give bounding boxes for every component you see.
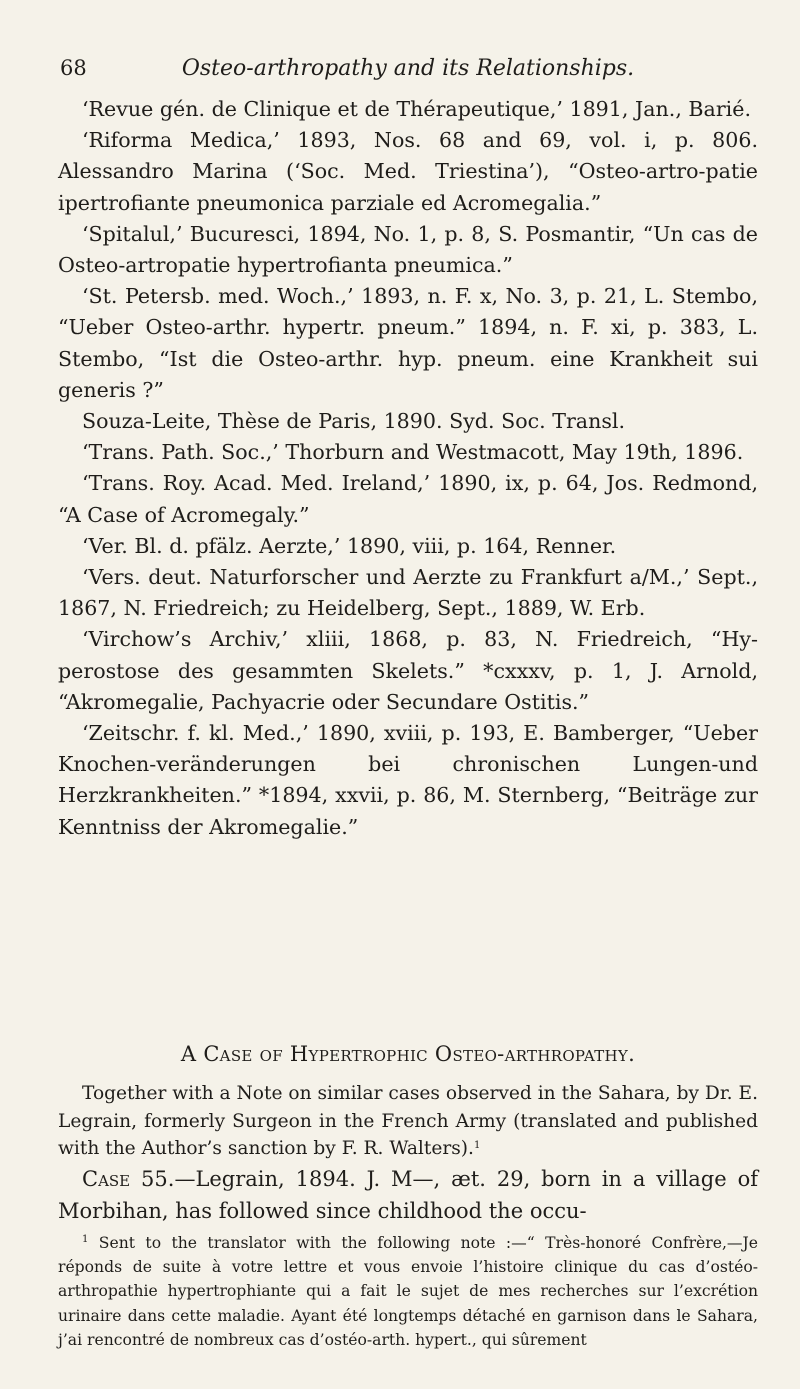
- reference-entry: ‘Trans. Path. Soc.,’ Thorburn and Westmacott, May 19th, 1896.: [82, 440, 744, 465]
- reference-entry: ‘Trans. Roy. Acad. Med. Ireland,’ 1890, ix, p. 64, Jos. Redmond, “A Case of Acromegaly.”: [58, 471, 758, 527]
- footnote: [58, 1231, 758, 1352]
- section-intro: [58, 1080, 758, 1163]
- reference-entry: ‘St. Petersb. med. Woch.,’ 1893, n. F. x, No. 3, p. 21, L. Stembo, “Ueber Osteo-arthr. hypertr. pneum.” 1894, n. F. xi, p. 383, L. Stembo, “Ist die Osteo-arthr. hyp. pneum. eine Krankheit sui generis ?”: [58, 284, 758, 402]
- section-intro-text: Together with a Note on similar cases observed in the Sahara, by Dr. E. Legrain, formerly Surgeon in the French Army (translated and published with the Author’s sanction by F. R. Walters).: [58, 1083, 758, 1159]
- section-title: A Case of Hypertrophic Osteo-arthropathy.: [180, 1042, 636, 1066]
- footnote-marker: 1: [473, 1140, 481, 1151]
- footnote-number: 1: [82, 1234, 89, 1245]
- reference-entry: Souza-Leite, Thèse de Paris, 1890. Syd. Soc. Transl.: [82, 409, 626, 434]
- running-title: Osteo-arthropathy and its Relationships.: [181, 56, 635, 81]
- page-header: [58, 52, 758, 86]
- page-number: 68: [60, 56, 87, 80]
- case-label: Case 55.: [82, 1167, 175, 1191]
- footnote-text: Sent to the translator with the following note :—“ Très-honoré Confrère,—Je réponds de suite à votre lettre et vous envoie l’histoire clinique du cas d’ostéo-arthropathie hypertrophiante qui a fait le sujet de mes recherches sur l’excrétion urinaire dans cette maladie. Ayant été longtemps détaché en garnison dans le Sahara, j’ai rencontré de nombreux cas d’ostéo-arth. hypert., qui sûrement: [58, 1234, 758, 1349]
- reference-entry: ‘Zeitschr. f. kl. Med.,’ 1890, xviii, p. 193, E. Bamberger, “Ueber Knochen-veränderungen bei chronischen Lungen-und Herzkrankheiten.” *1894, xxvii, p. 86, M. Sternberg, “Beiträge zur Kenntniss der Akromegalie.”: [58, 721, 758, 839]
- reference-entry: ‘Riforma Medica,’ 1893, Nos. 68 and 69, vol. i, p. 806. Alessandro Marina (‘Soc. Med. Triestina’), “Osteo-artro-patie ipertrofiante pneumonica parziale ed Acromegalia.”: [58, 128, 758, 215]
- case-text: —Legrain, 1894. J. M—, æt. 29, born in a village of Morbihan, has followed since childhood the occu-: [58, 1167, 758, 1223]
- reference-list: [58, 94, 758, 843]
- reference-entry: ‘Virchow’s Archiv,’ xliii, 1868, p. 83, N. Friedreich, “Hy-perostose des gesammten Skelets.” *cxxxv, p. 1, J. Arnold, “Akromegalie, Pachyacrie oder Secundare Ostitis.”: [58, 627, 758, 714]
- reference-entry: ‘Vers. deut. Naturforscher und Aerzte zu Frankfurt a/M.,’ Sept., 1867, N. Friedreich; zu Heidelberg, Sept., 1889, W. Erb.: [58, 565, 758, 621]
- reference-entry: ‘Revue gén. de Clinique et de Thérapeutique,’ 1891, Jan., Barié.: [82, 97, 751, 121]
- reference-entry: ‘Ver. Bl. d. pfälz. Aerzte,’ 1890, viii, p. 164, Renner.: [82, 533, 617, 558]
- reference-entry: ‘Spitalul,’ Bucuresci, 1894, No. 1, p. 8, S. Posmantir, “Un cas de Osteo-artropatie hypertrofianta pneumica.”: [58, 221, 758, 278]
- case-paragraph: [58, 1163, 758, 1227]
